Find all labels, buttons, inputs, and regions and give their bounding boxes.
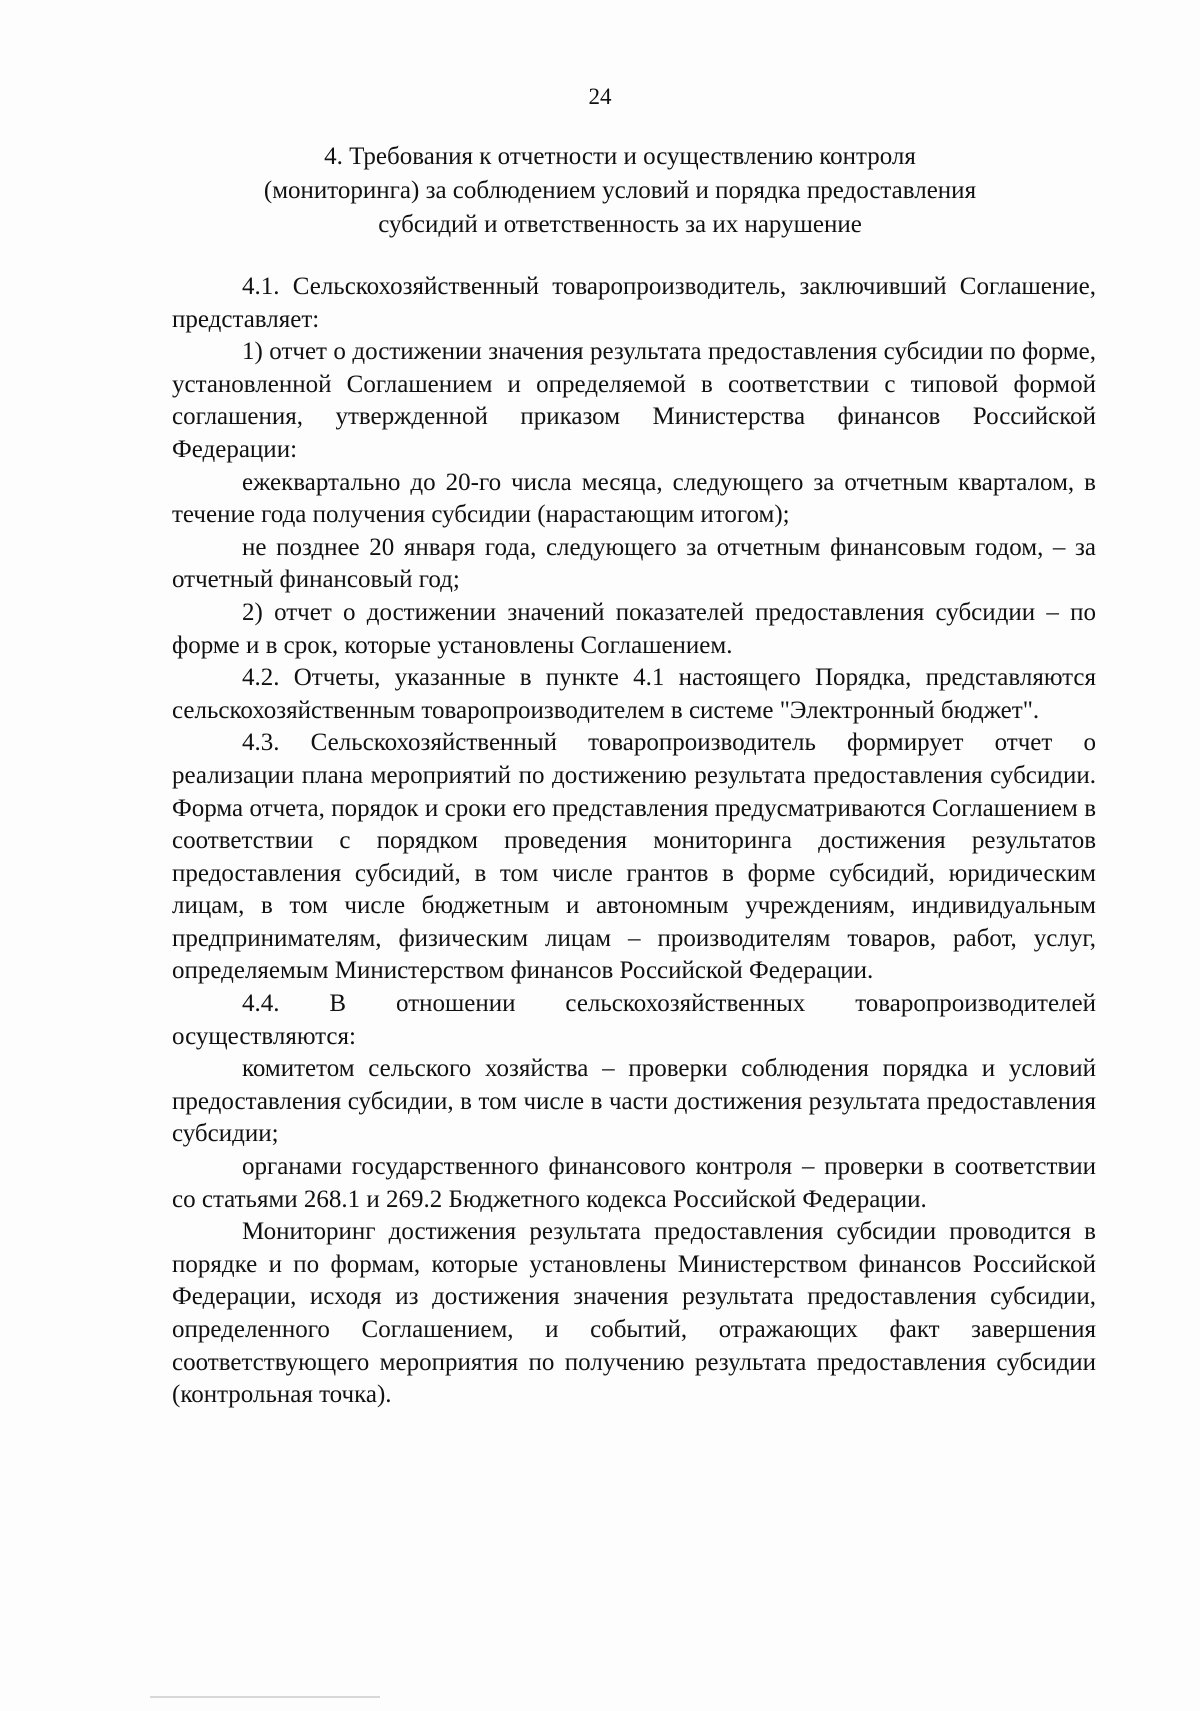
section-heading-line: 4. Требования к отчетности и осуществлению контроля [324, 143, 916, 170]
paragraph-4-1: 4.1. Сельскохозяйственный товаропроизводитель, заключивший Соглашение, представляет: [172, 273, 1096, 333]
paragraph-4-1-item-2: 2) отчет о достижении значений показателей предоставления субсидии – по форме и в срок, которые установлены Соглашением. [172, 598, 1096, 659]
section-heading-line: субсидий и ответственность за их нарушение [378, 211, 862, 238]
paragraph-monitoring: Мониторинг достижения результата предоставления субсидии проводится в порядке и по формам, которые установлены Министерством финансов Российской Федерации, исходя из достижения значения результата предоставления субсидии, определенного Соглашением, и событий, отражающих факт завершения соответствующего мероприятия по получению результата предоставления субсидии (контрольная точка). [172, 1218, 1096, 1409]
document-body [172, 271, 1096, 1412]
paragraph-4-2: 4.2. Отчеты, указанные в пункте 4.1 настоящего Порядка, представляются сельскохозяйственным товаропроизводителем в системе "Электронный бюджет". [172, 664, 1096, 724]
page-number: 24 [588, 84, 612, 109]
paragraph-4-3: 4.3. Сельскохозяйственный товаропроизводитель формирует отчет о реализации плана мероприятий по достижению результата предоставления субсидии. Форма отчета, порядок и сроки его представления предусматриваются Соглашением в соответствии с порядком проведения мониторинга достижения результатов предоставления субсидий, в том числе грантов в форме субсидий, юридическим лицам, в том числе бюджетным и автономным учреждениям, индивидуальным предпринимателям, физическим лицам – производителям товаров, работ, услуг, определяемым Министерством финансов Российской Федерации. [172, 729, 1096, 985]
section-heading-line: (мониторинга) за соблюдением условий и порядка предоставления [263, 177, 977, 204]
scan-artifact-line [150, 1696, 380, 1698]
paragraph-committee-checks: комитетом сельского хозяйства – проверки соблюдения порядка и условий предоставления субсидии, в том числе в части достижения результата предоставления субсидии; [172, 1055, 1096, 1148]
paragraph-annual-deadline: не позднее 20 января года, следующего за отчетным финансовым годом, – за отчетный финансовый год; [172, 533, 1096, 594]
paragraph-quarterly-deadline: ежеквартально до 20-го числа месяца, следующего за отчетным кварталом, в течение года получения субсидии (нарастающим итогом); [172, 468, 1096, 529]
paragraph-4-1-item-1: 1) отчет о достижении значения результата предоставления субсидии по форме, установленной Соглашением и определяемой в соответствии с типовой формой соглашения, утвержденной приказом Министерства финансов Российской Федерации: [172, 338, 1096, 463]
paragraph-4-4: 4.4. В отношении сельскохозяйственных товаропроизводителей осуществляются: [172, 990, 1096, 1050]
section-heading [210, 140, 1030, 242]
paragraph-financial-control-checks: органами государственного финансового контроля – проверки в соответствии со статьями 268.1 и 269.2 Бюджетного кодекса Российской Федерации. [172, 1153, 1096, 1213]
